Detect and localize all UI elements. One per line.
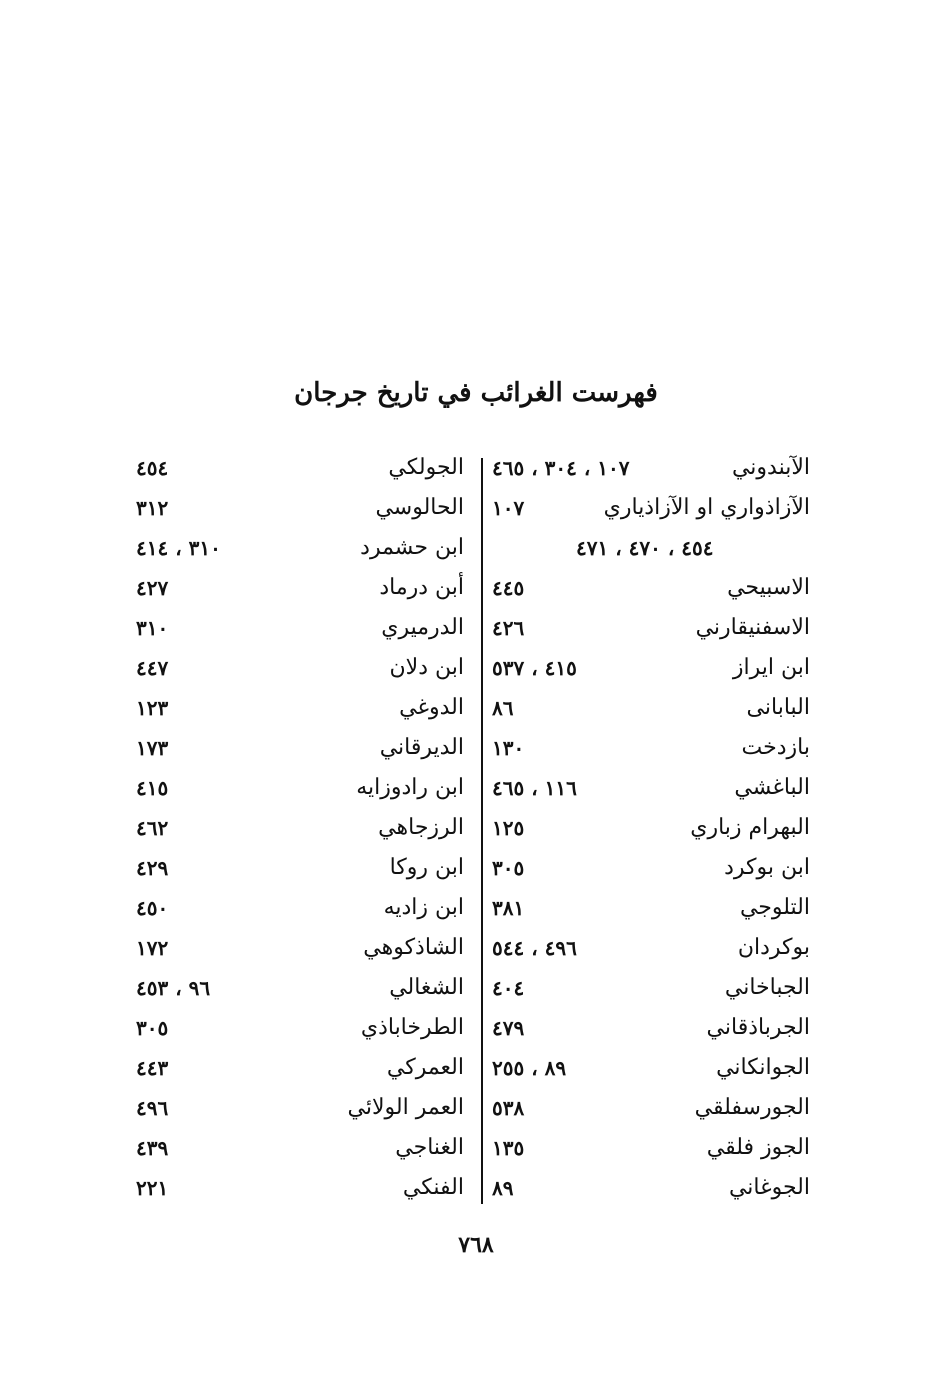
column-divider [481, 458, 483, 1204]
entry-name: الرزجاهي [378, 815, 464, 840]
entry-pages: ٤٩٦ [136, 1096, 169, 1120]
entry-name: ابن حشمرد [360, 535, 464, 560]
entry-pages: ١٠٧ ، ٣٠٤ ، ٤٦٥ [492, 456, 630, 480]
index-entry [130, 1088, 470, 1128]
index-entry [486, 1088, 816, 1128]
index-column-left [130, 448, 470, 1208]
entry-name: البابانى [746, 695, 810, 720]
entry-pages: ٤٥٠ [136, 896, 169, 920]
index-entry [130, 768, 470, 808]
entry-name: الشغالي [389, 975, 464, 1000]
index-entry [486, 648, 816, 688]
entry-name: العمركي [386, 1055, 464, 1080]
index-entry [130, 968, 470, 1008]
index-entry [130, 848, 470, 888]
entry-pages: ٤١٥ ، ٥٣٧ [492, 656, 577, 680]
entry-pages: ٨٩ [492, 1176, 514, 1200]
index-entry [486, 888, 816, 928]
index-entry [486, 568, 816, 608]
entry-pages: ٤٢٦ [492, 616, 525, 640]
entry-pages: ٥٣٨ [492, 1096, 525, 1120]
entry-pages: ٤٧٩ [492, 1016, 525, 1040]
index-entry [130, 888, 470, 928]
index-entry [486, 728, 816, 768]
entry-pages: ٤٢٩ [136, 856, 169, 880]
entry-pages: ٢٢١ [136, 1176, 169, 1200]
index-column-right [486, 448, 816, 1208]
entry-pages: ١٣٥ [492, 1136, 525, 1160]
index-entry [130, 1008, 470, 1048]
entry-pages: ٣١٠ [136, 616, 169, 640]
entry-name: ابن دلان [389, 655, 464, 680]
entry-name: الجوغاني [728, 1175, 810, 1200]
entry-pages: ٣٠٥ [492, 856, 525, 880]
index-entry [486, 968, 816, 1008]
entry-name: الجولكي [388, 455, 464, 480]
index-entry [130, 528, 470, 568]
entry-pages: ٤٥٤ [136, 456, 169, 480]
index-entry [130, 488, 470, 528]
entry-pages: ٣١٠ ، ٤١٤ [136, 536, 221, 560]
index-entry [130, 688, 470, 728]
entry-pages: ٣٠٥ [136, 1016, 169, 1040]
entry-pages: ١٢٥ [492, 816, 525, 840]
entry-name: الفنكي [402, 1175, 464, 1200]
entry-pages: ١٧٣ [136, 736, 169, 760]
entry-name: ابن روكا [389, 855, 464, 880]
entry-name: التلوجي [739, 895, 810, 920]
index-entry [486, 1008, 816, 1048]
entry-name: ابن رادوزايه [356, 775, 464, 800]
index-entry [486, 808, 816, 848]
index-entry [486, 1168, 816, 1208]
index-entry [486, 608, 816, 648]
entry-name: الديرقاني [379, 735, 464, 760]
page-title: فهرست الغرائب في تاريخ جرجان [294, 378, 658, 408]
entry-pages: ٤٩٦ ، ٥٤٤ [492, 936, 577, 960]
entry-name: الغناجي [395, 1135, 464, 1160]
index-entry [130, 1128, 470, 1168]
index-entry [486, 928, 816, 968]
entry-name: العمر الولائي [347, 1095, 464, 1120]
entry-pages: ١١٦ ، ٤٦٥ [492, 776, 577, 800]
entry-pages: ٤٤٥ [492, 576, 525, 600]
index-entry [130, 648, 470, 688]
entry-name: الحالوسي [375, 495, 464, 520]
entry-pages: ٤٥٤ ، ٤٧٠ ، ٤٧١ [576, 536, 714, 560]
index-entry [130, 728, 470, 768]
index-entry [130, 1048, 470, 1088]
entry-name: الآبندوني [731, 455, 810, 480]
entry-name: البهرام زباري [690, 815, 810, 840]
index-entry [486, 1128, 816, 1168]
entry-name: ابن بوكرد [724, 855, 810, 880]
entry-name: الجوز فلقي [706, 1135, 810, 1160]
entry-name: بازدخت [741, 735, 810, 760]
index-entry [130, 1168, 470, 1208]
index-entry [486, 528, 816, 568]
index-entry [130, 808, 470, 848]
index-entry [130, 608, 470, 648]
entry-pages: ٣٨١ [492, 896, 525, 920]
entry-pages: ٤٤٧ [136, 656, 169, 680]
entry-name: الاسبيحي [727, 575, 810, 600]
entry-name: الاسفنيقارني [695, 615, 810, 640]
entry-pages: ٩٦ ، ٤٥٣ [136, 976, 211, 1000]
index-entry [486, 1048, 816, 1088]
index-entry [486, 768, 816, 808]
entry-pages: ٤٠٤ [492, 976, 525, 1000]
entry-pages: ٤٤٣ [136, 1056, 169, 1080]
entry-name: الدرميري [381, 615, 464, 640]
entry-pages: ١٣٠ [492, 736, 525, 760]
entry-name: الجورسفلقي [694, 1095, 810, 1120]
entry-name: الباغشي [734, 775, 810, 800]
entry-pages: ١٠٧ [492, 496, 525, 520]
entry-name: الدوغي [399, 695, 464, 720]
index-entry [486, 448, 816, 488]
entry-pages: ١٢٣ [136, 696, 169, 720]
entry-name: الجرباذقاني [706, 1015, 810, 1040]
entry-pages: ٤٣٩ [136, 1136, 169, 1160]
entry-pages: ٤٢٧ [136, 576, 169, 600]
page-number: ٧٦٨ [458, 1232, 494, 1258]
entry-pages: ١٧٢ [136, 936, 169, 960]
index-entry [486, 688, 816, 728]
index-entry [486, 848, 816, 888]
index-entry [130, 568, 470, 608]
entry-name: الطرخاباذي [360, 1015, 464, 1040]
entry-name: الآزاذواري او الآزاذياري [603, 495, 810, 520]
index-entry [130, 448, 470, 488]
index-entry [486, 488, 816, 528]
entry-name: الجباخاني [724, 975, 810, 1000]
entry-name: ابن زاديه [383, 895, 464, 920]
entry-pages: ٣١٢ [136, 496, 169, 520]
entry-pages: ٨٦ [492, 696, 514, 720]
index-entry [130, 928, 470, 968]
entry-name: ابن ايراز [732, 655, 810, 680]
entry-name: أبن درماد [379, 575, 464, 600]
entry-name: بوكردان [737, 935, 810, 960]
entry-name: الشاذكوهي [363, 935, 464, 960]
entry-pages: ٤١٥ [136, 776, 169, 800]
entry-pages: ٤٦٢ [136, 816, 169, 840]
entry-pages: ٨٩ ، ٢٥٥ [492, 1056, 567, 1080]
entry-name: الجوانكاني [716, 1055, 810, 1080]
